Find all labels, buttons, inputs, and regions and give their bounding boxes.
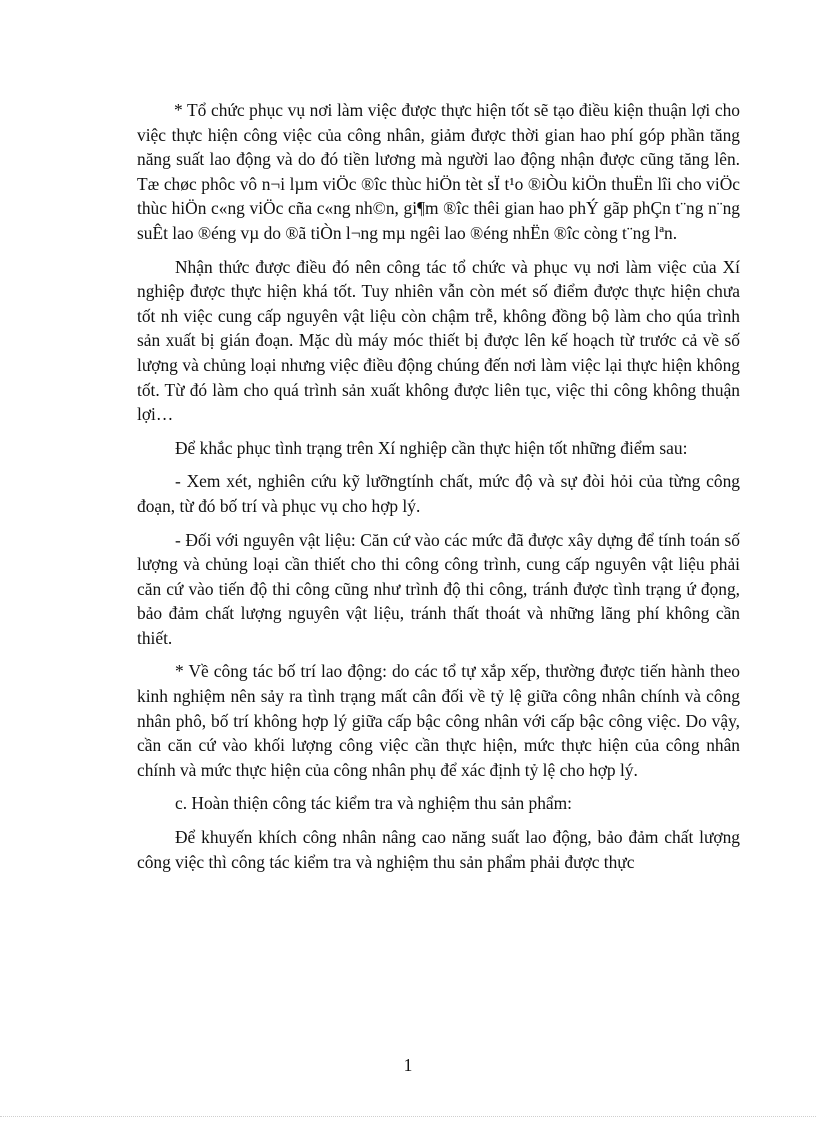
paragraph-study-stages: - Xem xét, nghiên cứu kỹ lưỡngtính chất, mức độ và sự đòi hỏi của từng công đoạn, từ đó bố trí và phục vụ cho hợp lý. (137, 471, 740, 516)
paragraph-incentive: Để khuyến khích công nhân nâng cao năng suất lao động, bảo đảm chất lượng công việc thì công tác kiểm tra và nghiệm thu sản phẩm phải được thực (137, 827, 740, 872)
paragraph-awareness: Nhận thức được điều đó nên công tác tổ chức và phục vụ nơi làm việc của Xí nghiệp được thực hiện khá tốt. Tuy nhiên vẫn còn mét số điểm được thực hiện chưa tốt nh việc cung cấp nguyên vật liệu còn chậm trễ, không đồng bộ làm cho qúa trình sản xuất bị gián đoạn. Mặc dù máy móc thiết bị được lên kế hoạch từ trước cả về số lượng và chủng loại nhưng việc điều động chúng đến nơi làm việc lại thực hiện không tốt. Từ đó làm cho quá trình sản xuất không được liên tục, việc thi công không thuận lợi… (137, 256, 740, 425)
page-bottom-divider (0, 1116, 816, 1117)
paragraph-materials: - Đối với nguyên vật liệu: Căn cứ vào các mức đã được xây dựng để tính toán số lượng và chủng loại cần thiết cho thi công công trình, cung cấp nguyên vật liệu phải căn cứ vào tiến độ thi công cũng như trình độ thi công, tránh được tình trạng ứ đọng, bảo đảm chất lượng nguyên vật liệu, tránh thất thoát và những lãng phí không cần thiết. (137, 529, 740, 648)
section-heading-inspection: c. Hoàn thiện công tác kiểm tra và nghiệm thu sản phẩm: (175, 793, 572, 814)
page-number: 1 (403, 1055, 413, 1075)
body-text (137, 98, 740, 883)
paragraph-labor-allocation: * Về công tác bố trí lao động: do các tổ tự xắp xếp, thường được tiến hành theo kinh nghiệm nên sảy ra tình trạng mất cân đối về tỷ lệ giữa công nhân chính và công nhân phô, bố trí không hợp lý giữa cấp bậc công nhân với cấp bậc công việc. Do vậy, cần căn cứ vào khối lượng công việc cần thực hiện, mức thực hiện của công nhân chính và mức thực hiện của công nhân phụ để xác định tỷ lệ cho hợp lý. (137, 661, 740, 780)
paragraph-remedy-intro: Để khắc phục tình trạng trên Xí nghiệp cần thực hiện tốt những điểm sau: (175, 437, 688, 458)
paragraph-workplace-service: * Tổ chức phục vụ nơi làm việc được thực hiện tốt sẽ tạo điều kiện thuận lợi cho việc thực hiện công việc của công nhân, giảm được thời gian hao phí góp phần tăng năng suất lao động và do đó tiền lương mà người lao động nhận được cũng tăng lên. Tæ chøc phôc vô n¬i lµm viÖc ®îc thùc hiÖn tèt sÏ t¹o ®iÒu kiÖn thuËn lîi cho viÖc thùc hiÖn c«ng viÖc cña c«ng nh©n, gi¶m ®îc thêi gian hao phÝ gãp phÇn t¨ng n¨ng suÊt lao ®éng vµ do ®ã tiÒn l¬ng mµ ngêi lao ®éng nhËn ®îc còng t¨ng lªn. (137, 100, 740, 243)
